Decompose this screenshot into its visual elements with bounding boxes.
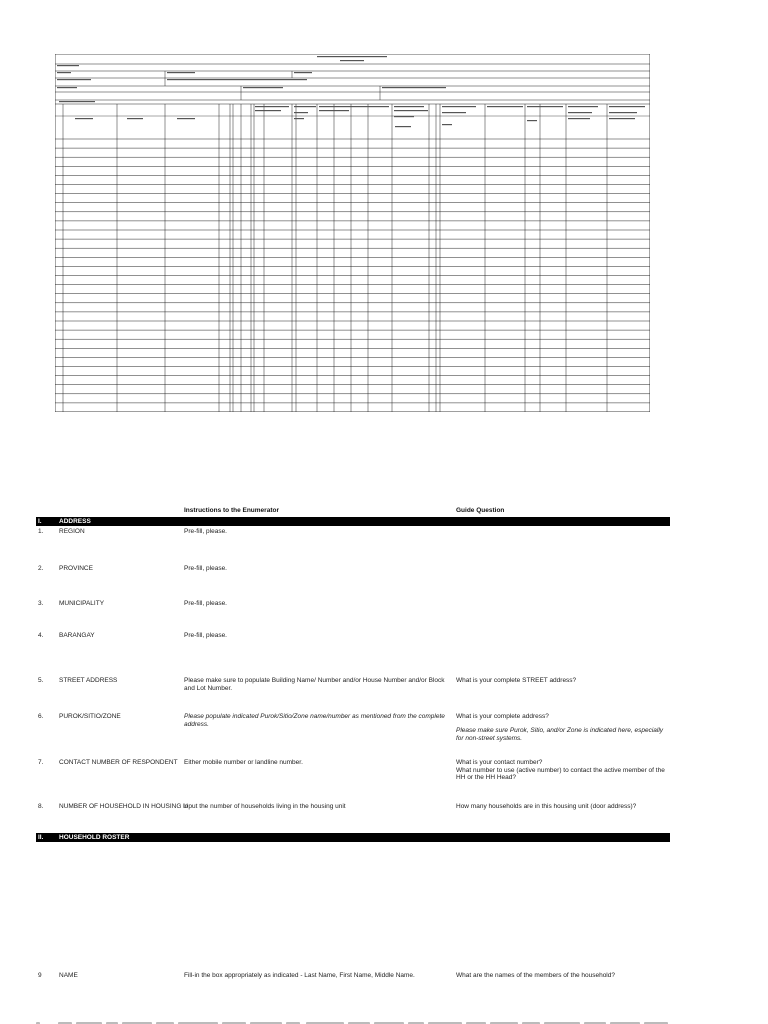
item-number: 2. xyxy=(38,565,44,572)
form-column-label xyxy=(442,106,476,107)
form-header-label xyxy=(167,79,307,80)
form-column-label xyxy=(394,110,428,111)
form-column-label xyxy=(294,112,308,113)
item-name-province: PROVINCE xyxy=(59,565,93,572)
item-number: 1. xyxy=(38,528,44,535)
item-guide-note: Please make sure Purok, Sitio, and/or Zone is indicated here, especially for non-street systems. xyxy=(456,727,664,742)
item-guide-question: What is your complete address? xyxy=(456,713,549,720)
form-header-label xyxy=(57,87,77,88)
form-column-label xyxy=(394,106,424,107)
form-column-label xyxy=(527,120,537,121)
item-name-barangay: BARANGAY xyxy=(59,632,95,639)
section-number: II. xyxy=(38,834,44,841)
form-column-label xyxy=(609,106,645,107)
guide-question-column-header: Guide Question xyxy=(456,507,505,514)
form-header-label xyxy=(167,72,195,73)
form-header-label xyxy=(243,87,283,88)
form-column-label xyxy=(487,106,523,107)
form-column-label xyxy=(294,106,316,107)
item-instruction: Either mobile number or landline number. xyxy=(184,759,303,766)
form-header-label xyxy=(57,79,91,80)
item-instruction: Pre-fill, please. xyxy=(184,565,227,572)
next-item-cutoff xyxy=(36,1018,676,1024)
item-number: 5. xyxy=(38,677,44,684)
form-header-label xyxy=(57,65,79,66)
item-number: 9 xyxy=(38,972,42,979)
item-instruction: Pre-fill, please. xyxy=(184,632,227,639)
item-guide-question: What are the names of the members of the household? xyxy=(456,972,615,979)
item-number: 4. xyxy=(38,632,44,639)
item-guide-question: What is your contact number? xyxy=(456,759,543,766)
form-column-label xyxy=(255,110,281,111)
roster-form-grid xyxy=(55,54,650,412)
form-column-label xyxy=(294,118,304,119)
item-name-contact-number: CONTACT NUMBER OF RESPONDENT xyxy=(59,759,178,766)
form-column-label xyxy=(255,106,289,107)
section-household-roster-band xyxy=(36,833,670,842)
item-instruction: Pre-fill, please. xyxy=(184,528,227,535)
section-title: HOUSEHOLD ROSTER xyxy=(59,834,130,841)
item-instruction: Please populate indicated Purok/Sitio/Zone name/number as mentioned from the complete address. xyxy=(184,713,445,728)
form-title-mark xyxy=(340,60,364,61)
item-name-purok-sitio-zone: PUROK/SITIO/ZONE xyxy=(59,713,121,720)
form-column-label xyxy=(394,116,414,117)
form-column-label xyxy=(177,118,195,119)
form-column-label xyxy=(75,118,93,119)
form-column-label xyxy=(568,106,598,107)
form-preview xyxy=(55,54,650,412)
section-number: I. xyxy=(38,518,42,525)
item-name-name: NAME xyxy=(59,972,78,979)
form-column-label xyxy=(609,112,637,113)
form-column-label xyxy=(442,124,452,125)
form-column-label xyxy=(568,118,590,119)
form-column-label xyxy=(527,106,563,107)
section-title: ADDRESS xyxy=(59,518,91,525)
form-column-label xyxy=(609,118,635,119)
form-header-label xyxy=(59,101,95,102)
item-guide-question: How many households are in this housing unit (door address)? xyxy=(456,803,637,810)
item-instruction: Please make sure to populate Building Name/ Number and/or House Number and/or Block and Lot Number. xyxy=(184,677,445,692)
item-name-municipality: MUNICIPALITY xyxy=(59,600,105,607)
item-name-number-of-household: NUMBER OF HOUSEHOLD IN HOUSING U xyxy=(59,803,188,810)
form-title-mark xyxy=(317,56,387,57)
item-number: 3. xyxy=(38,600,44,607)
form-header-label xyxy=(382,87,446,88)
item-instruction: Fill-in the box appropriately as indicated - Last Name, First Name, Middle Name. xyxy=(184,972,415,979)
form-column-label xyxy=(568,112,592,113)
form-column-label xyxy=(319,110,349,111)
item-guide-question: What is your complete STREET address? xyxy=(456,677,577,684)
form-header-label xyxy=(294,72,312,73)
item-number: 7. xyxy=(38,759,44,766)
item-guide-extra: What number to use (active number) to contact the active member of the HH or the HH Head? xyxy=(456,766,665,782)
form-column-label xyxy=(127,118,143,119)
form-column-label xyxy=(442,112,466,113)
form-column-label xyxy=(395,126,411,127)
item-name-region: REGION xyxy=(59,528,85,535)
instructions-column-header: Instructions to the Enumerator xyxy=(184,507,279,514)
item-number: 8. xyxy=(38,803,44,810)
item-instruction: Input the number of households living in the housing unit xyxy=(183,803,346,810)
form-column-label xyxy=(319,106,389,107)
item-name-street-address: STREET ADDRESS xyxy=(59,677,118,684)
section-address-band xyxy=(36,517,670,526)
form-header-label xyxy=(57,72,71,73)
item-number: 6. xyxy=(38,713,44,720)
item-instruction: Pre-fill, please. xyxy=(184,600,227,607)
